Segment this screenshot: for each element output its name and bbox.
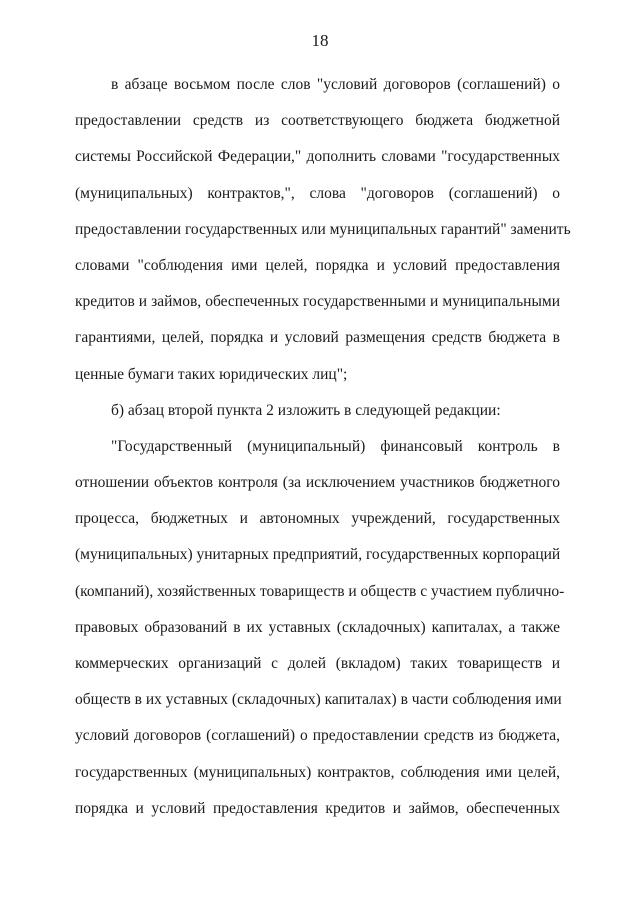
text-line: государственных (муниципальных) контрактов, соблюдения ими целей, [75, 763, 560, 781]
text-line: гарантиями, целей, порядка и условий размещения средств бюджета в [75, 329, 560, 347]
text-line: кредитов и займов, обеспеченных государственными и муниципальными [75, 293, 560, 311]
text-line: ценные бумаги таких юридических лиц"; [75, 365, 348, 383]
text-line: словами "соблюдения ими целей, порядка и условий предоставления [75, 256, 560, 274]
text-line: правовых образований в их уставных (складочных) капиталах, а также [75, 618, 560, 636]
text-line: отношении объектов контроля (за исключением участников бюджетного [75, 474, 560, 492]
text-line: в абзаце восьмом после слов "условий договоров (соглашений) о [111, 76, 560, 93]
text-line: коммерческих организаций с долей (вкладом) таких товариществ и [75, 655, 560, 672]
document-body [75, 67, 571, 827]
paragraph-amendment-b [75, 393, 560, 429]
text-line: предоставлении государственных или муниципальных гарантий" заменить [75, 220, 571, 238]
text-line: обществ в их уставных (складочных) капиталах) в части соблюдения ими [75, 691, 562, 709]
text-line: процесса, бюджетных и автономных учреждений, государственных [75, 510, 560, 528]
text-line: "Государственный (муниципальный) финансовый контроль в [111, 437, 560, 455]
page-number: 18 [311, 31, 329, 50]
text-line: предоставлении средств из соответствующего бюджета бюджетной [75, 112, 560, 130]
text-line: б) абзац второй пункта 2 изложить в следующей редакции: [111, 401, 501, 419]
text-line: (муниципальных) унитарных предприятий, государственных корпораций [75, 546, 561, 564]
text-line: (муниципальных) контрактов,", слова "договоров (соглашений) о [75, 184, 560, 202]
text-line: системы Российской Федерации," дополнить словами "государственных [75, 148, 560, 166]
paragraph-amendment-a [75, 67, 571, 393]
text-line: (компаний), хозяйственных товариществ и обществ с участием публично- [75, 582, 565, 600]
text-line: порядка и условий предоставления кредитов и займов, обеспеченных [75, 799, 560, 817]
paragraph-new-text [75, 429, 565, 827]
text-line: условий договоров (соглашений) о предоставлении средств из бюджета, [75, 727, 560, 745]
